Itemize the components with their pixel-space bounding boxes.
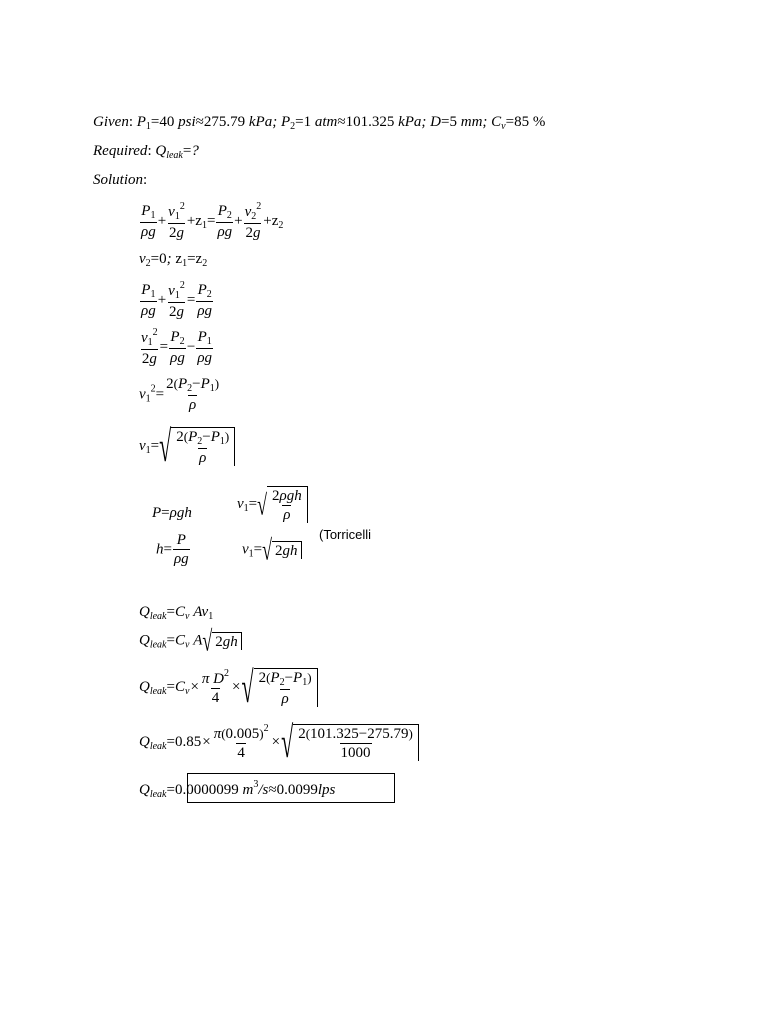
equation-bernoulli: $\frac{P_1}{\rho g}$ + $\frac{v_1^2}{2g}$ $+z_1=$ $\frac{P_2}{\rho g}$ + $\frac{v_2^2}{2g}$ $+z_2$ — [141, 201, 284, 241]
required-sub: leak — [166, 150, 183, 161]
p1-value: 40 — [159, 114, 175, 130]
p2-unit: atm — [314, 114, 338, 130]
equation-head: h= $\frac{P}{\rho g}$ — [156, 532, 189, 567]
d-value: 5 — [449, 114, 457, 130]
equation-q-cv-a-v1: $Q_{leak}=C_v$ $Av_1$ — [139, 604, 214, 622]
p2-kpa: 101.325 — [345, 114, 395, 130]
equation-pressure-head: P=ρgh — [152, 505, 192, 521]
p1-kpa: 275.79 — [203, 114, 246, 130]
required-label: Required — [93, 143, 148, 159]
required-ask: ? — [191, 143, 199, 159]
equation-simplified: $\frac{P_1}{\rho g}$ + $\frac{v_1^2}{2g}$ = $\frac{P_2}{\rho g}$ — [141, 280, 213, 320]
d-unit: mm — [460, 114, 483, 130]
equation-result: $Q_{leak}=0.0000099$ $m^3/s\approx 0.0099lps$ — [139, 779, 336, 800]
given-line: Given: $P_1=40$ psi≈275.79 kPa; $P_2=1$ atm≈101.325 kPa; D=5 mm; $C_v=85$ % — [93, 114, 546, 132]
cv-unit: % — [532, 114, 546, 130]
diameter-number: 0.005 — [225, 726, 260, 742]
equation-torricelli-b: $v_1=$ √ 2 gh — [242, 541, 302, 559]
p1-unit: psi — [178, 114, 196, 130]
result-cms: 0.0000099 — [174, 782, 239, 798]
cv-value: 85 — [514, 114, 530, 130]
equation-v1-root: $v_1=$ √ $\frac{2(P_2-P_1)}{\rho}$ — [139, 427, 235, 466]
equation-torricelli-a: $v_1=$ √ $\frac{\text{2ρgh}}{\rho}$ — [237, 486, 308, 523]
result-lps: 0.0099 — [276, 782, 318, 798]
equation-rearranged: $\frac{v_1^2}{2g}$ = $\frac{P_2}{\rho g}$ − $\frac{P_1}{\rho g}$ — [141, 327, 213, 367]
solution-label: Solution — [93, 172, 144, 188]
solution-line: Solution: — [93, 172, 148, 188]
equation-v1-squared: $v_1^2=$ $\frac{2(P_2-P_1)}{\rho}$ — [139, 376, 220, 413]
torricelli-note: (Torricelli — [319, 527, 371, 542]
equation-q-numbers: $Q_{leak}=0.85\times$ $\frac{\pi(0.005)^2}{4}$ × √ $\frac{2(101.325-275.79)}{1000}$ — [139, 724, 419, 761]
required-symbol: Q — [155, 143, 167, 159]
p1-number: 275.79 — [367, 726, 409, 742]
kpa-unit-2: kPa — [398, 114, 422, 130]
p2-value: 1 — [303, 114, 312, 130]
given-label: Given — [93, 114, 129, 130]
required-line: Required: $Q_{leak}=$? — [93, 143, 199, 161]
equation-q-full: $Q_{leak}=C_v\times$ $\frac{\pi D^2}{4}$ × √ $\frac{2(P_2-P_1)}{\rho}$ — [139, 668, 318, 707]
cv-number: 0.85 — [174, 733, 202, 750]
equation-assumptions: $v_2=0$; $z_1=z_2$ — [139, 251, 208, 269]
equation-q-sqrt: $Q_{leak}=C_v$ A √ 2 gh — [139, 632, 242, 650]
lps-unit: lps — [317, 782, 336, 798]
rho-number: 1000 — [340, 745, 371, 761]
p2-number: 101.325 — [310, 726, 359, 742]
kpa-unit-1: kPa — [248, 114, 273, 130]
